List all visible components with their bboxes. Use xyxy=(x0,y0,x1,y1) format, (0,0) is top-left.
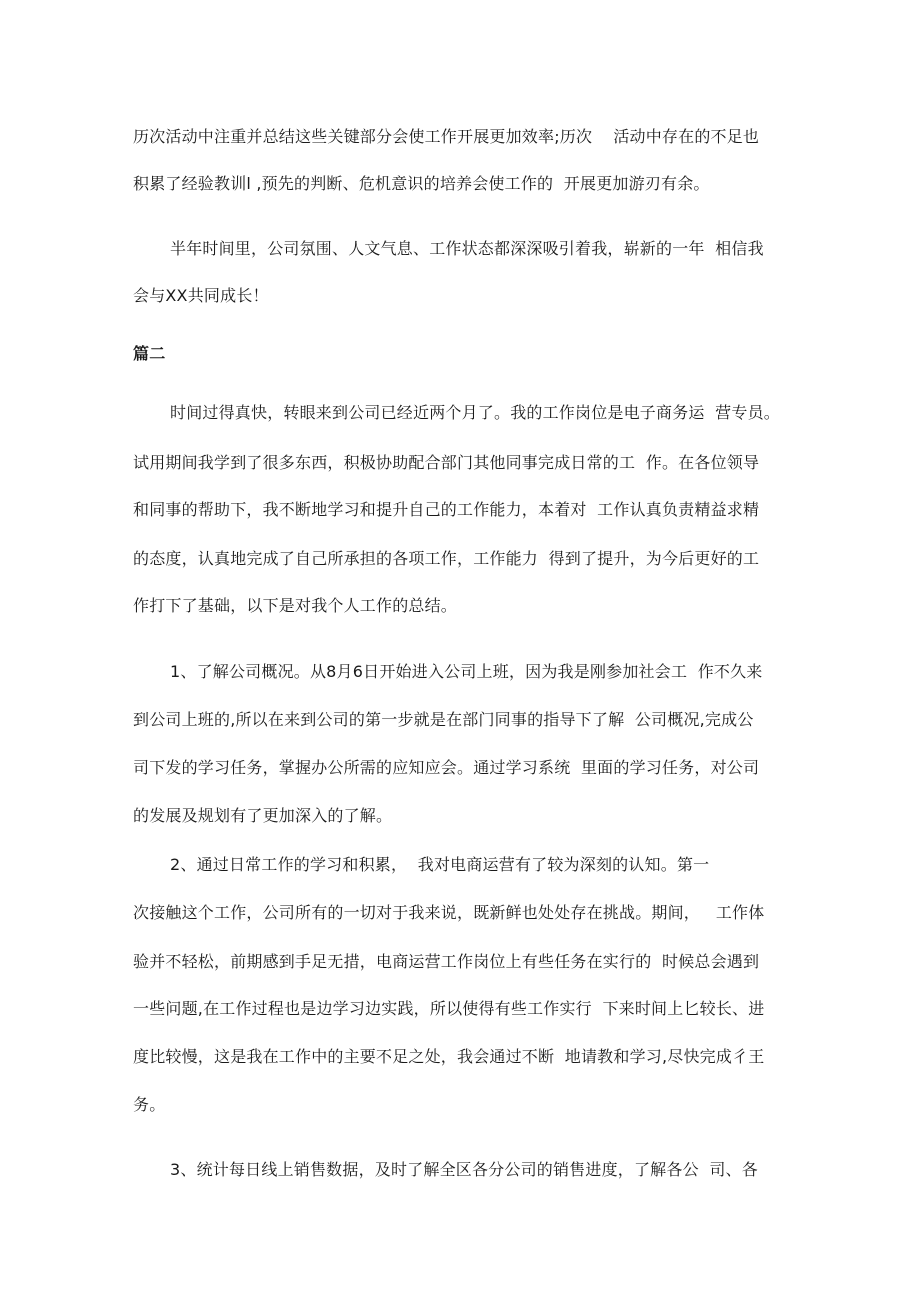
paragraph-line: 务。 xyxy=(133,1095,166,1114)
paragraph-line: 1、了解公司概况。从8月6日开始进入公司上班，因为我是刚参加社会工 作不久来 xyxy=(170,662,763,681)
paragraph-line: 半年时间里，公司氛围、人文气息、工作状态都深深吸引着我，崭新的一年 相信我 xyxy=(170,239,764,258)
paragraph-line: 和同事的帮助下，我不断地学习和提升自己的工作能力，本着对 工作认真负责精益求精 xyxy=(133,500,760,519)
paragraph-line: 的发展及规划有了更加深入的了解。 xyxy=(133,806,393,825)
paragraph-line: 次接触这个工作，公司所有的一切对于我来说，既新鲜也处处存在挑战。期间， 工作体 xyxy=(133,903,765,922)
paragraph-line: 验并不轻松，前期感到手足无措，电商运营工作岗位上有些任务在实行的 时候总会遇到 xyxy=(133,952,760,971)
paragraph-line: 3、统计每日线上销售数据，及时了解全区各分公司的销售进度，了解各公 司、各 xyxy=(170,1160,758,1179)
paragraph-line: 度比较慢，这是我在工作中的主要不足之处，我会通过不断 地请教和学习,尽快完成彳王 xyxy=(133,1047,765,1066)
paragraph-line: 作打下了基础，以下是对我个人工作的总结。 xyxy=(133,596,458,615)
section-heading: 篇二 xyxy=(133,344,166,363)
paragraph-line: 一些问题,在工作过程也是边学习边实践，所以使得有些工作实行 下来时间上匕较长、进 xyxy=(133,999,765,1018)
paragraph-line: 历次活动中注重并总结这些关键部分会使工作开展更加效率;历次 活动中存在的不足也 xyxy=(133,127,760,146)
paragraph-line: 会与XX共同成长！ xyxy=(133,286,269,305)
paragraph-line: 时间过得真快，转眼来到公司已经近两个月了。我的工作岗位是电子商务运 营专员。 xyxy=(170,403,780,422)
paragraph-line: 2、通过日常工作的学习和积累， 我对电商运营有了较为深刻的认知。第一 xyxy=(170,855,710,874)
paragraph-line: 的态度，认真地完成了自己所承担的各项工作，工作能力 得到了提升，为今后更好的工 xyxy=(133,549,760,568)
paragraph-line: 司下发的学习任务，掌握办公所需的应知应会。通过学习系统 里面的学习任务，对公司 xyxy=(133,758,760,777)
paragraph-line: 到公司上班的,所以在来到公司的第一步就是在部门同事的指导下了解 公司概况,完成公 xyxy=(133,710,754,729)
paragraph-line: 试用期间我学到了很多东西，积极协助配合部门其他同事完成日常的工 作。在各位领导 xyxy=(133,453,760,472)
paragraph-line: 积累了经验教训l ,预先的判断、危机意识的培养会使工作的 开展更加游刃有余。 xyxy=(133,174,710,193)
